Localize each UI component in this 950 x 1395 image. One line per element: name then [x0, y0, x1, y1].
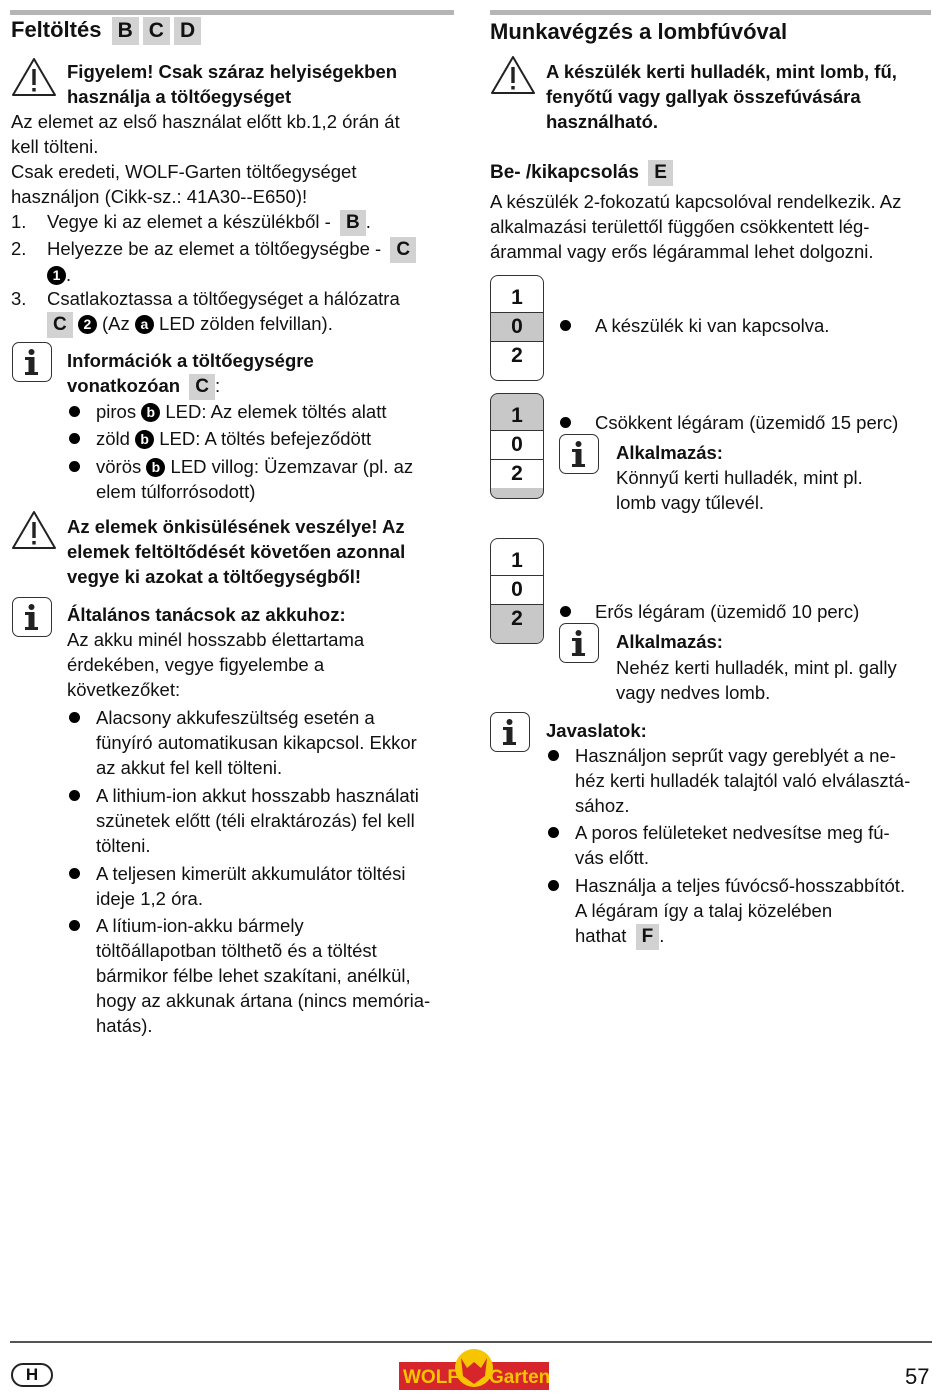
bullet — [69, 712, 80, 723]
tip-rake: Használjon seprűt vagy gereblyét a ne- héz kerti hulladék talajtól való elválasztá- sához. — [575, 745, 911, 816]
info-icon — [490, 712, 530, 752]
step-2-text: Helyezze be az elemet a töltőegységbe - C — [47, 236, 416, 263]
figure-ref-f: F — [636, 924, 660, 950]
step-3-line2: C 2 (Az a LED zölden felvillan). — [43, 311, 333, 338]
bullet — [560, 606, 571, 617]
bullet — [69, 868, 80, 879]
info-icon — [559, 623, 599, 663]
figure-ref-c: C — [143, 17, 170, 45]
tip-extension: Használja a teljes fúvócső-hosszabbítót. A légáram így a talaj közelében hathat F . — [575, 873, 905, 950]
warning-usage: A készülék kerti hulladék, mint lomb, fű, fenyőtű vagy gallyak összefúvására használható. — [546, 61, 897, 132]
state-off-text: A készülék ki van kapcsolva. — [595, 315, 830, 336]
application-high-text: Nehéz kerti hulladék, mint pl. gally vagy nedves lomb. — [616, 657, 897, 703]
bullet — [69, 433, 80, 444]
tip-memory-effect: A lítium-ion-akku bármely töltõállapotban tölthetõ és a töltést bármikor félbe lehet szakítani, anélkül, hogy az akkunak ártana (nincs memória- hatás). — [96, 915, 431, 1036]
info-icon — [559, 434, 599, 474]
figure-ref-d: D — [174, 17, 201, 45]
state-high-text: Erős légáram (üzemidő 10 perc) — [595, 601, 860, 622]
callout-2-icon: 2 — [78, 315, 97, 334]
info-icon — [12, 342, 52, 382]
section-title-charging: Feltöltés B C D — [11, 17, 201, 45]
svg-text:Garten: Garten — [489, 1367, 549, 1388]
info-icon — [12, 597, 52, 637]
svg-text:WOLF: WOLF — [403, 1367, 459, 1388]
switch-diagram-low: 1 0 2 — [490, 393, 544, 499]
bullet — [548, 880, 559, 891]
original-charger-text: Csak eredeti, WOLF-Garten töltőegységet használjon (Cikk-sz.: 41A30--E650)! — [11, 161, 357, 207]
figure-ref-b: B — [340, 210, 366, 236]
switch-diagram-high: 1 0 2 — [490, 538, 544, 644]
bullet — [548, 750, 559, 761]
page-number: 57 — [905, 1364, 930, 1389]
top-rule-right — [490, 10, 931, 15]
warning-icon — [11, 56, 57, 98]
state-low-text: Csökkent légáram (üzemidő 15 perc) — [595, 412, 899, 433]
warning-dry-rooms: Figyelem! Csak száraz helyiségekben használja a töltőegységet — [67, 61, 398, 107]
step-1-text: Vegye ki az elemet a készülékből - B . — [47, 209, 371, 236]
application-low-title: Alkalmazás: — [616, 442, 723, 463]
section-title-blower: Munkavégzés a lombfúvóval — [490, 19, 788, 44]
warning-self-discharge: Az elemek önkisülésének veszélye! Az elemek feltöltődését követően azonnal vegye ki azokat a töltőegységből! — [67, 516, 406, 587]
led-red-blink: vörös b LED villog: Üzemzavar (pl. az elem túlforrósodott) — [96, 456, 414, 502]
step-2-marker: 1 . — [47, 262, 71, 287]
bullet — [69, 461, 80, 472]
bullet — [548, 827, 559, 838]
switch-intro: A készülék 2-fokozatú kapcsolóval rendelkezik. Az alkalmazási területtől függően csökkentett lég- árammal vagy erős légárammal lehet dolgozni. — [490, 191, 902, 262]
figure-ref-c: C — [189, 374, 215, 400]
callout-1-icon: 1 — [47, 266, 66, 285]
info-battery-title: Általános tanácsok az akkuhoz: — [67, 604, 346, 625]
figure-ref-b: B — [112, 17, 139, 45]
top-rule-left — [10, 10, 454, 15]
figure-ref-c: C — [390, 237, 416, 263]
step-2: 2. — [11, 238, 27, 259]
bullet — [560, 417, 571, 428]
step-3: 3. — [11, 288, 27, 309]
figure-ref-c: C — [47, 312, 73, 338]
footer-rule — [10, 1341, 932, 1343]
info-charger-title: Információk a töltőegységre vonatkozóan C : — [67, 348, 314, 400]
warning-icon — [490, 54, 536, 96]
tip-storage: A lithium-ion akkut hosszabb használati szünetek előtt (téli elraktározás) fel kell tölteni. — [96, 785, 419, 856]
charge-time-text: Az elemet az első használat előtt kb.1,2 órán át kell tölteni. — [11, 111, 400, 157]
bullet — [69, 790, 80, 801]
step-1: 1. — [11, 211, 27, 232]
bullet — [69, 920, 80, 931]
tip-dusty: A poros felületeket nedvesítse meg fú- vás előtt. — [575, 822, 890, 868]
led-red: piros b LED: Az elemek töltés alatt — [96, 401, 387, 422]
tips-title: Javaslatok: — [546, 720, 647, 741]
callout-b-icon: b — [146, 458, 165, 477]
step-3-text: Csatlakoztassa a töltőegységet a hálózatra — [47, 288, 400, 309]
led-green: zöld b LED: A töltés befejeződött — [96, 428, 372, 449]
callout-b-icon: b — [141, 403, 160, 422]
warning-icon — [11, 509, 57, 551]
wolf-garten-logo — [399, 1348, 549, 1390]
tip-low-voltage: Alacsony akkufeszültség esetén a fünyíró automatikusan kikapcsol. Ekkor az akkut fel kell tölteni. — [96, 707, 417, 778]
bullet — [69, 406, 80, 417]
application-high-title: Alkalmazás: — [616, 631, 723, 652]
bullet — [560, 320, 571, 331]
switch-diagram-off: 1 0 2 — [490, 275, 544, 381]
callout-a-icon: a — [135, 315, 154, 334]
application-low-text: Könnyű kerti hulladék, mint pl. lomb vagy tűlevél. — [616, 467, 863, 513]
section-title-switch: Be- /kikapcsolás E — [490, 160, 673, 186]
tip-charge-time: A teljesen kimerült akkumulátor töltési ideje 1,2 óra. — [96, 863, 406, 909]
info-battery-text: Az akku minél hosszabb élettartama érdekében, vegye figyelembe a következőket: — [67, 629, 365, 700]
figure-ref-e: E — [648, 160, 673, 186]
language-badge: H — [11, 1363, 53, 1387]
callout-b-icon: b — [135, 430, 154, 449]
